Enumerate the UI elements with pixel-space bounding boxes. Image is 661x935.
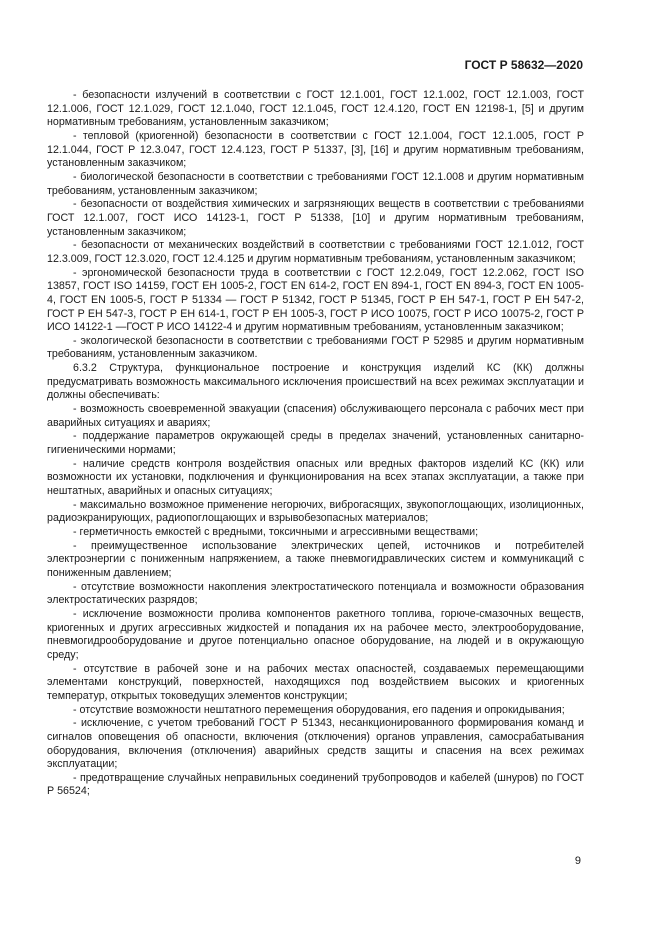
- paragraph: - преимущественное использование электрических цепей, источников и потребителей электроэнергии с пониженным напряжением, а также пневмогидравлических систем и коммуникаций с пониженным давлением;: [47, 539, 584, 579]
- document-header: ГОСТ Р 58632—2020: [464, 58, 583, 72]
- paragraph: - отсутствие в рабочей зоне и на рабочих местах опасностей, создаваемых перемещающими элементами конструкций, поверхностей, находящихся под воздействием высоких и криогенных температур, открытых токоведущих элементов конструкции;: [47, 662, 584, 702]
- paragraph: - биологической безопасности в соответствии с требованиями ГОСТ 12.1.008 и другим нормативным требованиям, установленным заказчиком;: [47, 170, 584, 197]
- page-number: 9: [574, 855, 581, 867]
- paragraph: - предотвращение случайных неправильных соединений трубопроводов и кабелей (шнуров) по ГОСТ Р 56524;: [47, 771, 584, 798]
- paragraph: - исключение возможности пролива компонентов ракетного топлива, горюче-смазочных веществ, криогенных и других агрессивных жидкостей и попадания их на рабочее место, электрооборудование, пневмогидрооборудование и другое потенциально опасное оборудование, на людей и в окружающую среду;: [47, 607, 584, 661]
- paragraph: - наличие средств контроля воздействия опасных или вредных факторов изделий КС (КК) или возможности их установки, подключения и функционирования на всех этапах эксплуатации, а также при нештатных, аварийных и опасных ситуациях;: [47, 457, 584, 498]
- paragraph: - тепловой (криогенной) безопасности в соответствии с ГОСТ 12.1.004, ГОСТ 12.1.005, ГОСТ Р 12.1.044, ГОСТ Р 12.3.047, ГОСТ 12.4.123, ГОСТ Р 51337, [3], [16] и другим нормативным требованиям, установленным заказчиком;: [47, 129, 584, 170]
- paragraph: - эргономической безопасности труда в соответствии с ГОСТ 12.2.049, ГОСТ 12.2.062, ГОСТ ISO 13857, ГОСТ ISO 14159, ГОСТ EH 1005-2, ГОСТ EN 614-2, ГОСТ EN 894-1, ГОСТ EN 894-3, ГОСТ EN 1005-4, ГОСТ EN 1005-5, ГОСТ Р 51334 — ГОСТ Р 51342, ГОСТ Р 51345, ГОСТ Р ЕН 547-1, ГОСТ Р ЕН 547-2, ГОСТ Р ЕН 547-3, ГОСТ Р ЕН 614-1, ГОСТ Р ЕН 1005-3, ГОСТ Р ИСО 10075, ГОСТ Р ИСО 10075-2, ГОСТ Р ИСО 14122-1 —ГОСТ Р ИСО 14122-4 и другим нормативным требованиям, установленным заказчиком;: [47, 266, 584, 334]
- section-paragraph: 6.3.2 Структура, функциональное построение и конструкция изделий КС (КК) должны предусматривать возможность максимального исключения происшествий на всех режимах эксплуатации и должны обеспечивать:: [47, 362, 584, 402]
- paragraph: - поддержание параметров окружающей среды в пределах значений, установленных санитарно-гигиеническими нормами;: [47, 430, 584, 457]
- paragraph: - исключение, с учетом требований ГОСТ Р 51343, несанкционированного формирования команд и сигналов оповещения об опасности, включения (отключения) органов управления, самосрабатывания оборудования, включения (отключения) аварийных средств защиты и спасения на всех режимах эксплуатации;: [47, 717, 584, 771]
- paragraph: - герметичность емкостей с вредными, токсичными и агрессивными веществами;: [73, 526, 479, 538]
- paragraph: - возможность своевременной эвакуации (спасения) обслуживающего персонала с рабочих мест при аварийных ситуациях и авариях;: [47, 403, 584, 429]
- paragraph: - экологической безопасности в соответствии с требованиями ГОСТ Р 52985 и другим нормативным требованиям, установленным заказчиком.: [47, 334, 584, 361]
- paragraph: - максимально возможное применение негорючих, виброгасящих, звукопоглощающих, изолиционных, радиоэкранирующих, радиопоглощающих и взрывобезопасных материалов;: [47, 498, 584, 525]
- paragraph: - отсутствие возможности нештатного перемещения оборудования, его падения и опрокидывания;: [73, 703, 565, 716]
- paragraph: - безопасности от воздействия химических и загрязняющих веществ в соответствии с требованиями ГОСТ 12.1.007, ГОСТ ИСО 14123-1, ГОСТ Р 51338, [10] и другим нормативным требованиям, установленным заказчиком;: [47, 198, 584, 238]
- document-body: [47, 89, 584, 799]
- paragraph: - безопасности от механических воздействий в соответствии с требованиями ГОСТ 12.1.012, ГОСТ 12.3.009, ГОСТ 12.3.020, ГОСТ 12.4.125 и другим нормативным требованиям, установленным заказчиком;: [47, 239, 584, 265]
- paragraph: - отсутствие возможности накопления электростатического потенциала и возможности образования электростатических разрядов;: [47, 580, 584, 607]
- paragraph: - безопасности излучений в соответствии с ГОСТ 12.1.001, ГОСТ 12.1.002, ГОСТ 12.1.003, ГОСТ 12.1.006, ГОСТ 12.1.029, ГОСТ 12.1.040, ГОСТ 12.1.045, ГОСТ 12.4.120, ГОСТ EN 12198-1, [5] и другим нормативным требованиям, установленным заказчиком;: [47, 89, 584, 129]
